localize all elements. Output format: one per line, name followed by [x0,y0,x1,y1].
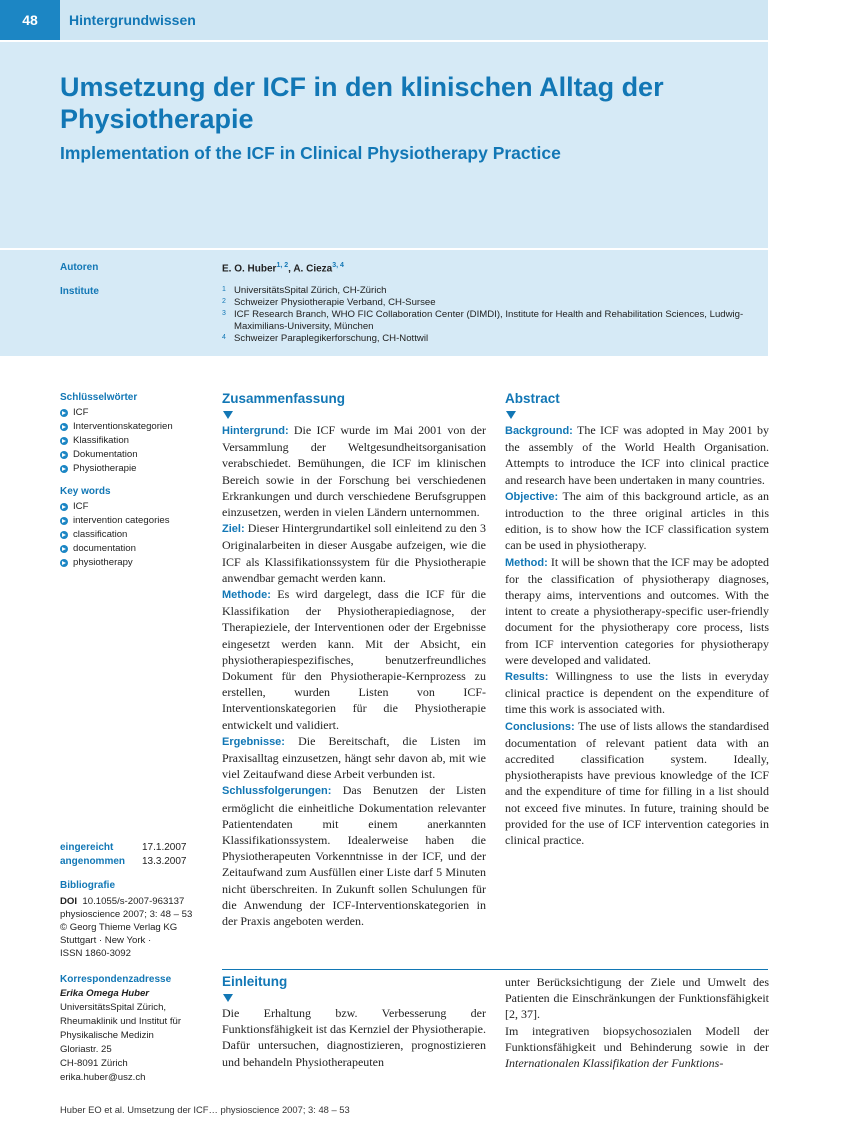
dates-block [60,841,187,869]
keyword-item [60,448,210,462]
abstract-section [222,733,486,783]
abstract-section [505,668,769,718]
section-label: Objective: [505,490,559,503]
abstract-section [505,422,769,488]
citation: physioscience 2007; 3: 48 – 53 [60,909,193,920]
keyword-text: documentation [73,543,136,554]
body-text [505,1023,769,1072]
date-label: eingereicht [60,842,114,853]
page-footer: Huber EO et al. Umsetzung der ICF… physioscience 2007; 3: 48 – 53 [60,1104,350,1115]
keyword-item [60,500,210,514]
body-text-span: Im integrativen biopsychosozialen Modell der Funktionsfähigkeit und Behinderung sowie in der [505,1023,769,1054]
keyword-item [60,406,210,420]
keyword-text: Klassifikation [73,435,129,446]
author-affiliation: 1, 2 [276,262,289,269]
institute-text: UniversitätsSpital Zürich, CH-Zürich [234,285,387,296]
abstract-column [505,390,769,848]
date-value: 17.1.2007 [142,842,187,853]
section-text: Das Benutzen der Listen ermöglicht die einheitliche Dokumentation relevanter Patientendaten mit einem anerkannten Klassifikationssystem. Idealerweise haben die Physiotherapeuten Vorkenntnisse in der ICF, und der Zeitaufwand zum Ausfüllen einer Liste darf 5 Minuten nicht überschreiten. In Zukunft sollen Schulungen für die Anwendung der ICF-Interventionskategorien in der Praxis angeboten werden. [222,783,487,929]
abstract-section [222,586,486,733]
arrow-bullet-icon [60,437,68,445]
correspondence-line: UniversitätsSpital Zürich, [60,1002,167,1013]
section-text: Die Bereitschaft, die Listen im Praxisalltag einzusetzen, hängt sehr davon ab, mit wie viel Zeitaufwand diese Arbeit verbunden ist. [222,733,487,782]
correspondence-name: Erika Omega Huber [60,988,150,999]
correspondence-block [60,973,220,1085]
arrow-bullet-icon [60,559,68,567]
zusammenfassung-heading: Zusammenfassung [222,391,346,406]
section-text: Die ICF wurde im Mai 2001 von der Versammlung der Weltgesundheitsorganisation verabschiedet. Bemühungen, die ICF im klinischen Bereich sowie in der Forschung bei verschiedenen Erkrankungen und durch verschiedene Berufsgruppen einzusetzen, werden in vielen Ländern unternommen. [222,423,487,520]
section-text: Es wird dargelegt, dass die ICF für die Klassifikation der Physiotherapiediagnose, der Therapieziele, der Interventionen oder der Ergebnisse eingesetzt werden kann. Mit der Absicht, ein physiotherapiespezifisches, benutzerfreundliches Dokument für den Physiotherapie-Kernprozess zu erstellen, wurden Listen von ICF-Interventionskategorien für die Physiotherapie entwickelt und validiert. [222,587,487,732]
correspondence-line: CH-8091 Zürich [60,1058,128,1069]
institute-item [222,333,762,345]
abstract-section [505,488,769,554]
arrow-bullet-icon [60,465,68,473]
body-text-emphasis: Internationalen Klassifikation der Funktions- [505,1056,724,1071]
triangle-down-icon [223,411,233,419]
arrow-bullet-icon [60,503,68,511]
einleitung-heading: Einleitung [222,974,288,989]
section-text: Willingness to use the lists in everyday clinical practice is dependent on the expenditure of time this work is associated with. [505,669,769,717]
section-text: It will be shown that the ICF may be adopted for the classification of physiotherapy diagnoses, therapy aims, interventions and outcomes. With the intent to create a physiotherapy-specific user-friendly document for the physiotherapy core process, lists from ICF intervention categories for physiotherapy were developed and validated. [505,554,770,667]
page-number: 48 [0,0,60,40]
correspondence-line: Gloriastr. 25 [60,1044,112,1055]
keyword-text: ICF [73,407,89,418]
arrow-bullet-icon [60,531,68,539]
bibliography-label: Bibliografie [60,880,116,891]
institute-text: Schweizer Physiotherapie Verband, CH-Sursee [234,297,436,308]
section-label: Methode: [222,589,271,602]
section-label: Background: [505,425,573,437]
keywords-en [60,486,210,570]
correspondence-email[interactable]: erika.huber@usz.ch [60,1072,146,1083]
zusammenfassung-column [222,390,486,929]
keyword-item [60,514,210,528]
doi-link[interactable]: 10.1055/s-2007-963137 [82,896,185,907]
article-title: Umsetzung der ICF in den klinischen Alltag der Physiotherapie [60,72,664,134]
arrow-bullet-icon [60,517,68,525]
keyword-text: classification [73,529,128,540]
section-label: Ergebnisse: [222,735,285,748]
section-text: The aim of this background article, as an introduction to the three original articles in this edition, is to show how the ICF classification system can be used in physiotherapy. [505,488,769,553]
abstract-section [505,554,769,668]
arrow-bullet-icon [60,545,68,553]
institute-item [222,309,762,333]
copyright: © Georg Thieme Verlag KG [60,922,178,933]
keywords-de [60,392,210,476]
triangle-down-icon [506,411,516,419]
section-label: Results: [505,671,549,684]
keyword-item [60,420,210,434]
abstract-section [222,782,486,929]
authors-label: Autoren [60,262,99,273]
keyword-item [60,542,210,556]
institute-item [222,297,762,309]
institute-number: 1 [222,286,226,293]
issn: ISSN 1860-3092 [60,948,131,959]
einleitung-right-column [505,974,769,1071]
keyword-item [60,556,210,570]
abstract-section [222,422,486,520]
institute-text: ICF Research Branch, WHO FIC Collaboration Center (DIMDI), Institute for Health and Rehabilitation Sciences, Ludwig-Maximilians-University, München [234,309,744,332]
institute-text: Schweizer Paraplegikerforschung, CH-Nottwil [234,333,429,344]
keyword-text: Physiotherapie [73,463,137,474]
arrow-bullet-icon [60,409,68,417]
publisher-city: Stuttgart · New York · [60,935,152,946]
abstract-section [505,718,769,849]
section-label: Hintergrund: [222,425,289,437]
keyword-item [60,462,210,476]
abstract-section [222,520,486,586]
section-text: The use of lists allows the standardised documentation of relevant patient data with an accredited classification system. Ideally, physiotherapists have previous knowledge of the ICF and the expenditure of time for filling in a list should not exceed five minutes. In future, training should be provided for the use of ICF intervention categories in clinical practice. [505,718,769,848]
section-text: Dieser Hintergrundartikel soll einleitend zu den 3 Originalarbeiten in dieser Ausgabe aufzeigen, wie die ICF als Klassifikationssystem für die Physiotherapie anwendbar gemacht werden kann. [222,521,486,585]
arrow-bullet-icon [60,423,68,431]
keywords-de-label: Schlüsselwörter [60,392,138,403]
author-affiliation: 3, 4 [332,262,344,269]
section-label: Conclusions: [505,720,575,733]
keyword-text: intervention categories [73,515,170,526]
date-row [60,841,187,855]
section-label: Hintergrundwissen [69,12,196,28]
article-subtitle: Implementation of the ICF in Clinical Physiotherapy Practice [60,143,561,163]
bibliography-block [60,879,220,960]
author-name: A. Cieza [293,263,333,275]
institute-number: 3 [222,310,226,317]
institutes-label: Institute [60,286,99,297]
body-text: unter Berücksichtigung der Ziele und Umwelt des Patienten die Einschränkungen der Funktionsfähigkeit [2, 37]. [505,975,769,1022]
institutes-list [222,285,762,345]
doi-label: DOI [60,896,78,907]
date-label: angenommen [60,856,126,867]
section-label: Ziel: [222,523,245,536]
section-text: The ICF was adopted in May 2001 by the assembly of the World Health Organisation. Attempts to introduce the ICF into clinical practice and research have been undertaken in many countries. [505,423,769,487]
correspondence-line: Rheumaklinik und Institut für [60,1016,182,1027]
keyword-text: Dokumentation [73,449,138,460]
keyword-item [60,528,210,542]
institute-item [222,285,762,297]
institute-number: 2 [222,298,226,305]
section-label: Method: [505,556,548,569]
abstract-heading: Abstract [505,391,560,406]
body-text: Die Erhaltung bzw. Verbesserung der Funktionsfähigkeit ist das Kernziel der Physiotherapie. Dafür untersuchen, diagnostizieren, prognostizieren und behandeln Physiotherapeuten [222,1006,486,1069]
keyword-text: ICF [73,501,89,512]
keyword-text: physiotherapy [73,557,133,568]
keyword-item [60,434,210,448]
doi-line [60,895,220,908]
section-divider [222,969,768,970]
date-row [60,855,187,869]
keywords-en-label: Key words [60,486,111,497]
einleitung-left-column [222,973,486,1070]
keyword-text: Interventionskategorien [73,421,173,432]
section-label: Schlussfolgerungen: [222,785,332,798]
correspondence-label: Korrespondenzadresse [60,974,172,985]
authors-line: E. O. Huber$^{1, 2}$, A. Cieza$^{3, 4}$ [222,262,344,275]
correspondence-line: Physikalische Medizin [60,1030,154,1041]
triangle-down-icon [223,994,233,1002]
author-name: E. O. Huber [222,263,277,275]
arrow-bullet-icon [60,451,68,459]
date-value: 13.3.2007 [142,856,187,867]
institute-number: 4 [222,334,226,341]
